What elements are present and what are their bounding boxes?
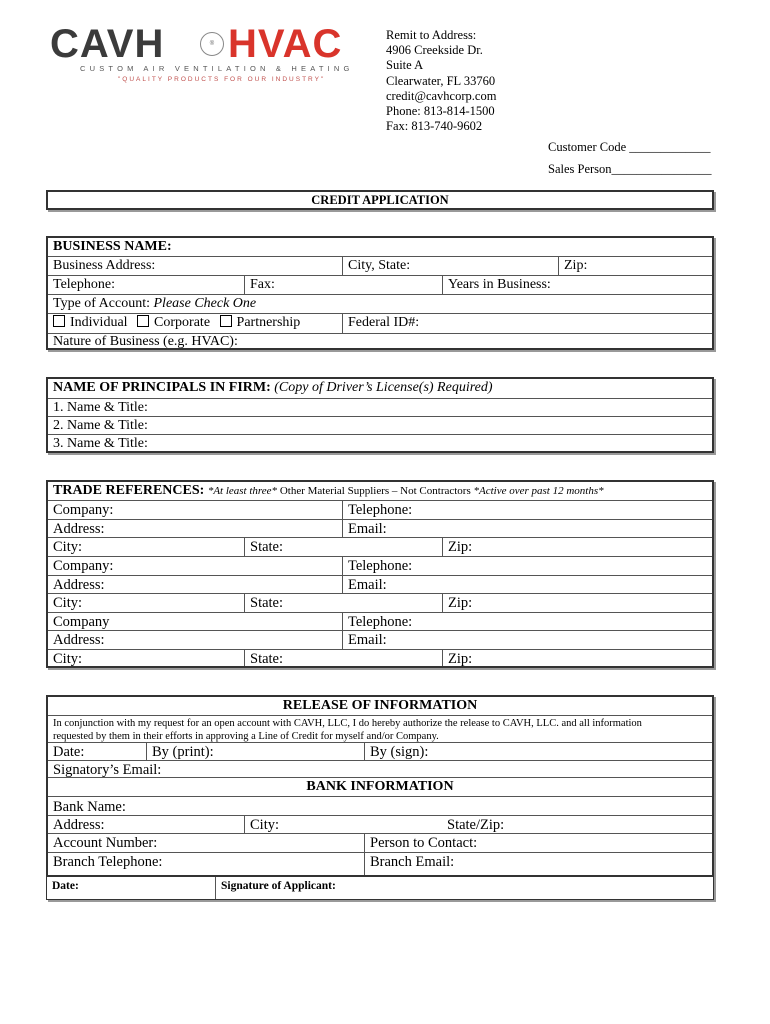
principal-2-field[interactable]: 2. Name & Title: [53,418,148,433]
trade-references-section [46,480,714,668]
sales-person-field[interactable]: Sales Person________________ [548,162,712,176]
principals-heading-text: NAME OF PRINCIPALS IN FIRM: [53,380,275,395]
bank-heading: BANK INFORMATION [306,779,454,794]
logo-cavh-text: CAVH [50,22,165,66]
corporate-checkbox[interactable] [137,315,149,327]
business-section [46,236,714,350]
logo-tagline: CUSTOM AIR VENTILATION & HEATING [80,64,354,73]
remit-line: 4906 Creekside Dr. [386,43,483,58]
trade-note-3: *Active over past 12 months* [473,485,604,497]
release-by-sign-field[interactable]: By (sign): [364,743,712,760]
bank-name-field[interactable]: Bank Name: [53,799,126,815]
business-name-label: BUSINESS NAME: [53,239,172,254]
release-text [48,716,712,742]
bank-address-field[interactable]: Address: [53,817,105,833]
ref3-address-field[interactable]: Address: [53,632,105,648]
principals-note: (Copy of Driver’s License(s) Required) [274,380,493,395]
business-address-field[interactable]: Business Address: [53,258,156,273]
remit-fax: Fax: 813-740-9602 [386,119,483,134]
ref1-company-field[interactable]: Company: [53,502,114,518]
header-fields [548,136,712,180]
form-title: CREDIT APPLICATION [311,193,449,207]
business-city-state-field[interactable]: City, State: [342,257,558,275]
business-name-row[interactable] [48,238,712,256]
ref1-address-field[interactable]: Address: [53,521,105,537]
ref3-company-field[interactable]: Company [53,614,110,630]
release-text-line-1: In conjunction with my request for an open account with CAVH, LLC, I do hereby authorize the release to CAVH, LLC. and all information [53,718,642,729]
release-text-line-2: requested by them in their efforts in approving a Line of Credit for myself and/or Company. [53,731,439,742]
ref3-zip-field[interactable]: Zip: [442,650,712,666]
remit-phone: Phone: 813-814-1500 [386,104,495,119]
remit-email: credit@cavhcorp.com [386,88,497,103]
partnership-label: Partnership [236,315,301,330]
ref3-city-field[interactable]: City: [53,651,83,667]
ref1-email-field[interactable]: Email: [342,520,712,537]
principals-heading [48,379,712,398]
business-fax-field[interactable]: Fax: [244,276,442,294]
release-bank-section [46,695,714,877]
logo-seal-icon: ® [200,32,224,56]
applicant-signature-field[interactable]: Signature of Applicant: [215,877,713,899]
release-heading: RELEASE OF INFORMATION [282,698,478,713]
principal-3-field[interactable]: 3. Name & Title: [53,436,148,451]
branch-email-field[interactable]: Branch Email: [364,853,712,875]
remit-line: Clearwater, FL 33760 [386,73,496,88]
bank-city-field[interactable]: City: [244,816,442,833]
federal-id-field[interactable]: Federal ID#: [342,314,712,333]
remit-line: Suite A [386,58,424,73]
release-by-print-field[interactable]: By (print): [146,743,364,760]
ref2-company-field[interactable]: Company: [53,558,114,574]
company-logo [50,22,380,92]
business-zip-field[interactable]: Zip: [558,257,712,275]
trade-heading [48,482,712,500]
ref2-address-field[interactable]: Address: [53,577,105,593]
trade-note-2: Other Material Suppliers – Not Contractors [279,485,474,497]
business-telephone-field[interactable]: Telephone: [53,277,115,292]
account-type-text: Type of Account: [53,296,154,311]
ref3-state-field[interactable]: State: [244,650,442,666]
ref1-telephone-field[interactable]: Telephone: [342,501,712,519]
signature-section [46,876,714,900]
ref2-telephone-field[interactable]: Telephone: [342,557,712,575]
principal-1-field[interactable]: 1. Name & Title: [53,400,148,415]
ref3-email-field[interactable]: Email: [342,631,712,649]
ref1-state-field[interactable]: State: [244,538,442,556]
bank-contact-field[interactable]: Person to Contact: [364,834,712,852]
release-date-field[interactable]: Date: [53,744,85,760]
individual-checkbox[interactable] [53,315,65,327]
ref3-telephone-field[interactable]: Telephone: [342,613,712,630]
ref2-state-field[interactable]: State: [244,594,442,612]
account-type-options [48,314,342,333]
logo-slogan: "QUALITY PRODUCTS FOR OUR INDUSTRY" [118,76,326,83]
form-title-box [46,190,714,210]
ref2-email-field[interactable]: Email: [342,576,712,593]
remit-address-block [386,28,496,134]
corporate-label: Corporate [154,315,211,330]
account-type-hint: Please Check One [153,296,257,311]
nature-of-business-field[interactable]: Nature of Business (e.g. HVAC): [53,334,238,349]
account-type-label [48,295,712,313]
trade-note-1: *At least three* [207,485,280,497]
signatory-email-field[interactable]: Signatory’s Email: [53,762,162,778]
years-in-business-field[interactable]: Years in Business: [442,276,712,294]
ref1-city-field[interactable]: City: [53,539,83,555]
ref1-zip-field[interactable]: Zip: [442,538,712,556]
bank-state-zip-field[interactable]: State/Zip: [447,817,505,833]
bank-account-number-field[interactable]: Account Number: [53,835,158,851]
partnership-checkbox[interactable] [220,315,232,327]
customer-code-field[interactable]: Customer Code _____________ [548,140,711,154]
trade-heading-text: TRADE REFERENCES: [53,483,208,498]
principals-section [46,377,714,453]
branch-telephone-field[interactable]: Branch Telephone: [53,854,163,870]
remit-line: Remit to Address: [386,28,477,42]
ref2-zip-field[interactable]: Zip: [442,594,712,612]
individual-label: Individual [70,315,128,330]
signature-date-field[interactable]: Date: [52,880,79,892]
logo-hvac-text: HVAC [228,22,343,66]
ref2-city-field[interactable]: City: [53,595,83,611]
